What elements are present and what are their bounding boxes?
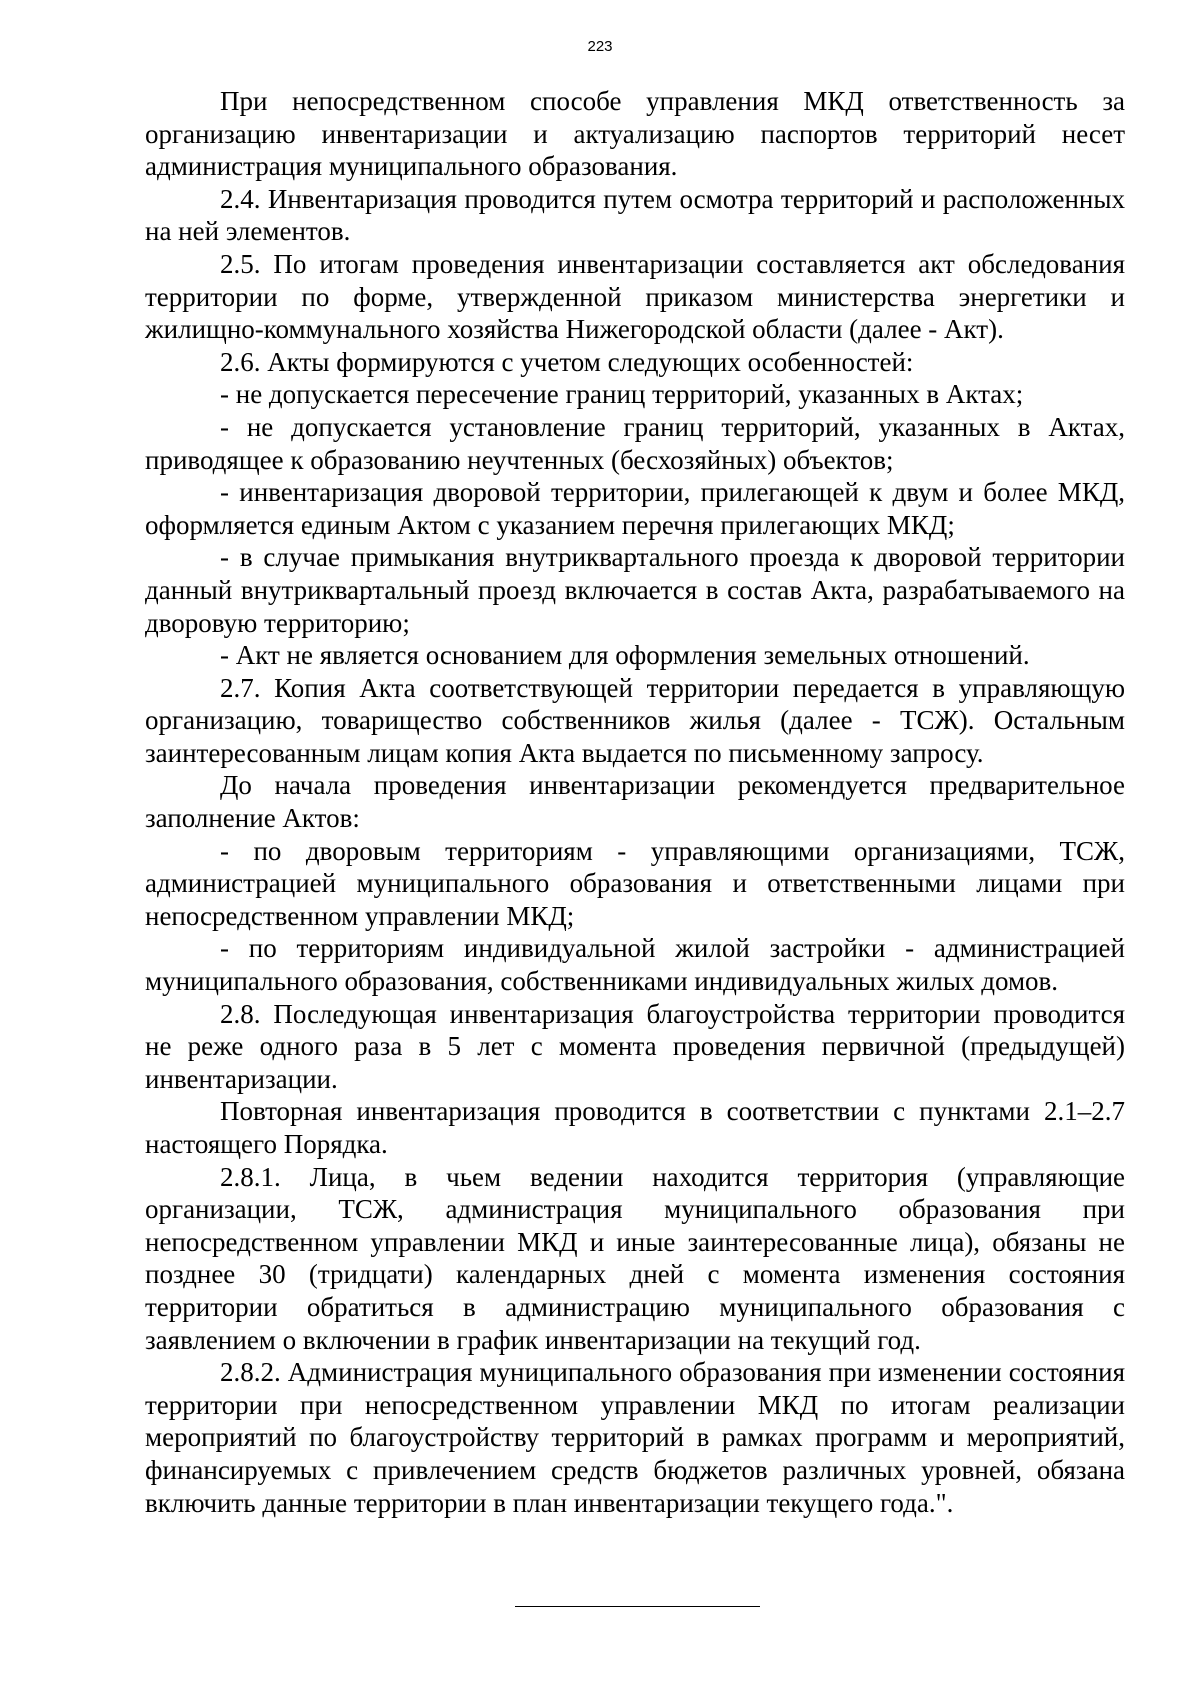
end-separator-line: [515, 1606, 760, 1607]
list-item-single-act: - инвентаризация дворовой территории, прилегающей к двум и более МКД, оформляется единым Актом с указанием перечня прилегающих МКД;: [145, 477, 1125, 540]
list-item-driveway: - в случае примыкания внутриквартального проезда к дворовой территории данный внутриквартальный проезд включается в состав Акта, разрабатываемого на дворовую территорию;: [145, 542, 1125, 638]
paragraph-responsibility: При непосредственном способе управления МКД ответственность за организацию инвентаризации и актуализацию паспортов территорий несет администрация муниципального образования.: [145, 86, 1125, 182]
list-item-individual-housing: - по территориям индивидуальной жилой застройки - администрацией муниципального образования, собственниками индивидуальных жилых домов.: [145, 933, 1125, 997]
paragraph-2-4: 2.4. Инвентаризация проводится путем осмотра территорий и расположенных на ней элементов.: [145, 183, 1125, 247]
paragraph-repeat-inventory: Повторная инвентаризация проводится в соответствии с пунктами 2.1–2.7 настоящего Порядка.: [145, 1096, 1125, 1159]
document-body: [145, 85, 1125, 1519]
paragraph-2-5: 2.5. По итогам проведения инвентаризации составляется акт обследования территории по форме, утвержденной приказом министерства энергетики и жилищно-коммунального хозяйства Нижегородской области (далее - Акт).: [145, 248, 1125, 345]
paragraph-2-6: 2.6. Акты формируются с учетом следующих особенностей:: [220, 346, 914, 377]
list-item-courtyard-territories: - по дворовым территориям - управляющими организациями, ТСЖ, администрацией муниципального образования и ответственными лицами при непосредственном управлении МКД;: [145, 835, 1125, 931]
paragraph-2-7: 2.7. Копия Акта соответствующей территории передается в управляющую организацию, товарищество собственников жилья (далее - ТСЖ). Остальным заинтересованным лицам копия Акта выдается по письменному запросу.: [145, 672, 1125, 768]
paragraph-2-8-1: 2.8.1. Лица, в чьем ведении находится территория (управляющие организации, ТСЖ, администрация муниципального образования при непосредственном управлении МКД и иные заинтересованные лица), обязаны не позднее 30 (тридцати) календарных дней с момента изменения состояния территории обратиться в администрацию муниципального образования с заявлением о включении в график инвентаризации на текущий год.: [145, 1161, 1125, 1355]
paragraph-2-8: 2.8. Последующая инвентаризация благоустройства территории проводится не реже одного раза в 5 лет с момента проведения первичной (предыдущей) инвентаризации.: [145, 998, 1125, 1094]
paragraph-preliminary-filling: До начала проведения инвентаризации рекомендуется предварительное заполнение Актов:: [145, 770, 1125, 834]
list-item-boundaries-overlap: - не допускается пересечение границ территорий, указанных в Актах;: [220, 379, 1024, 410]
list-item-land-relations: - Акт не является основанием для оформления земельных отношений.: [220, 640, 1030, 671]
page-number: 223: [587, 38, 613, 55]
paragraph-2-8-2: 2.8.2. Администрация муниципального образования при изменении состояния территории при непосредственном управлении МКД по итогам реализации мероприятий по благоустройству территорий в рамках программ и мероприятий, финансируемых с привлечением средств бюджетов различных уровней, обязана включить данные территории в план инвентаризации текущего года.".: [145, 1357, 1125, 1518]
list-item-ownerless-objects: - не допускается установление границ территорий, указанных в Актах, приводящее к образованию неучтенных (бесхозяйных) объектов;: [145, 411, 1125, 475]
